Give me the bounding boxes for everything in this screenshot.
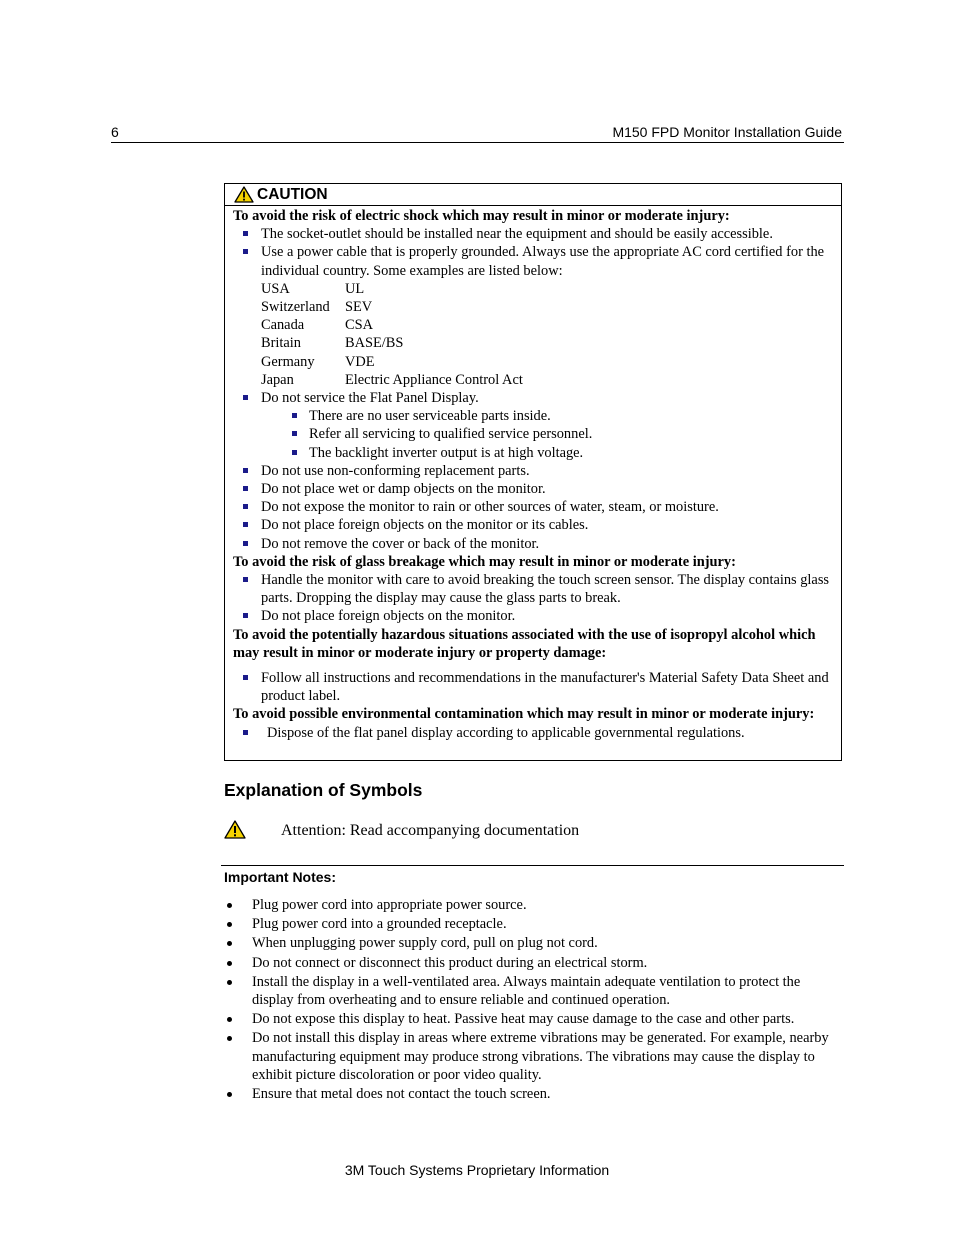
list-item: When unplugging power supply cord, pull on plug not cord. [224,934,840,952]
caution-box [224,183,842,761]
cert-row [233,371,833,389]
list-item: Do not service the Flat Panel Display. [233,389,833,407]
list-item: Handle the monitor with care to avoid breaking the touch screen sensor. The display contains glass parts. Dropping the display may cause the glass parts to break. [233,571,833,607]
cert-country: Germany [261,353,315,370]
page-header [111,124,844,143]
cert-country: Britain [261,335,301,352]
cert-row [233,316,833,334]
warning-triangle-icon [234,186,254,208]
sub-list-item: There are no user serviceable parts inside. [233,407,833,425]
cert-agency: UL [345,280,365,297]
list-item: Do not place foreign objects on the monitor or its cables. [233,516,833,534]
divider [221,865,844,866]
list-item: Plug power cord into a grounded receptacle. [224,915,840,933]
notes-heading: Important Notes: [224,869,336,885]
list-item: Do not place wet or damp objects on the monitor. [233,480,833,498]
alcohol-heading: To avoid the potentially hazardous situations associated with the use of isopropyl alcohol which may result in minor or moderate injury or property damage: [233,626,816,661]
list-item: Follow all instructions and recommendations in the manufacturer's Material Safety Data Sheet and product label. [233,669,833,705]
list-item: The socket-outlet should be installed near the equipment and should be easily accessible. [233,225,833,243]
caution-label: CAUTION [257,186,328,203]
cert-agency: CSA [345,317,373,334]
list-item: Do not remove the cover or back of the monitor. [233,535,833,553]
list-item: Do not install this display in areas where extreme vibrations may be generated. For example, nearby manufacturing equipment may produce strong vibrations. The vibrations may cause the display to exhibit picture discoloration or poor video quality. [224,1029,840,1084]
cert-agency: Electric Appliance Control Act [345,371,523,388]
cert-country: USA [261,280,290,297]
list-item: Do not expose the monitor to rain or other sources of water, steam, or moisture. [233,498,833,516]
list-item: Do not place foreign objects on the monitor. [233,607,833,625]
sub-list-item: Refer all servicing to qualified service personnel. [233,425,833,443]
cert-row [233,334,833,352]
cert-country: Canada [261,317,305,334]
cert-country: Switzerland [261,299,330,316]
warning-triangle-icon [224,820,246,844]
cert-agency: BASE/BS [345,335,404,352]
cert-row [233,280,833,298]
caution-body [225,206,841,742]
attention-text: Attention: Read accompanying documentation [281,822,580,839]
caution-header [225,184,841,206]
symbols-heading: Explanation of Symbols [224,780,423,800]
list-item: Plug power cord into appropriate power source. [224,896,840,914]
sub-list-item: The backlight inverter output is at high voltage. [233,444,833,462]
list-item: Ensure that metal does not contact the touch screen. [224,1085,840,1103]
list-item: Install the display in a well-ventilated area. Always maintain adequate ventilation to protect the display from overheating and to ensure reliable and continued operation. [224,973,840,1009]
list-item: Dispose of the flat panel display according to applicable governmental regulations. [233,724,833,742]
cert-row [233,298,833,316]
page-number: 6 [111,124,119,140]
symbol-row [224,820,844,842]
shock-heading: To avoid the risk of electric shock which may result in minor or moderate injury: [233,208,730,224]
cert-country: Japan [261,371,294,388]
page-footer: 3M Touch Systems Proprietary Information [344,1162,610,1178]
notes-list [224,896,840,1104]
list-item: Do not expose this display to heat. Passive heat may cause damage to the case and other parts. [224,1010,840,1028]
cert-row [233,353,833,371]
cert-agency: VDE [345,353,375,370]
list-item: Do not use non-conforming replacement parts. [233,462,833,480]
list-item: Do not connect or disconnect this product during an electrical storm. [224,954,840,972]
cert-agency: SEV [345,299,373,316]
document-title: M150 FPD Monitor Installation Guide [612,124,842,140]
environment-heading: To avoid possible environmental contamination which may result in minor or moderate injury: [233,706,815,723]
list-item: Use a power cable that is properly grounded. Always use the appropriate AC cord certified for the individual country. Some examples are listed below: [233,243,833,279]
glass-heading: To avoid the risk of glass breakage which may result in minor or moderate injury: [233,553,736,570]
